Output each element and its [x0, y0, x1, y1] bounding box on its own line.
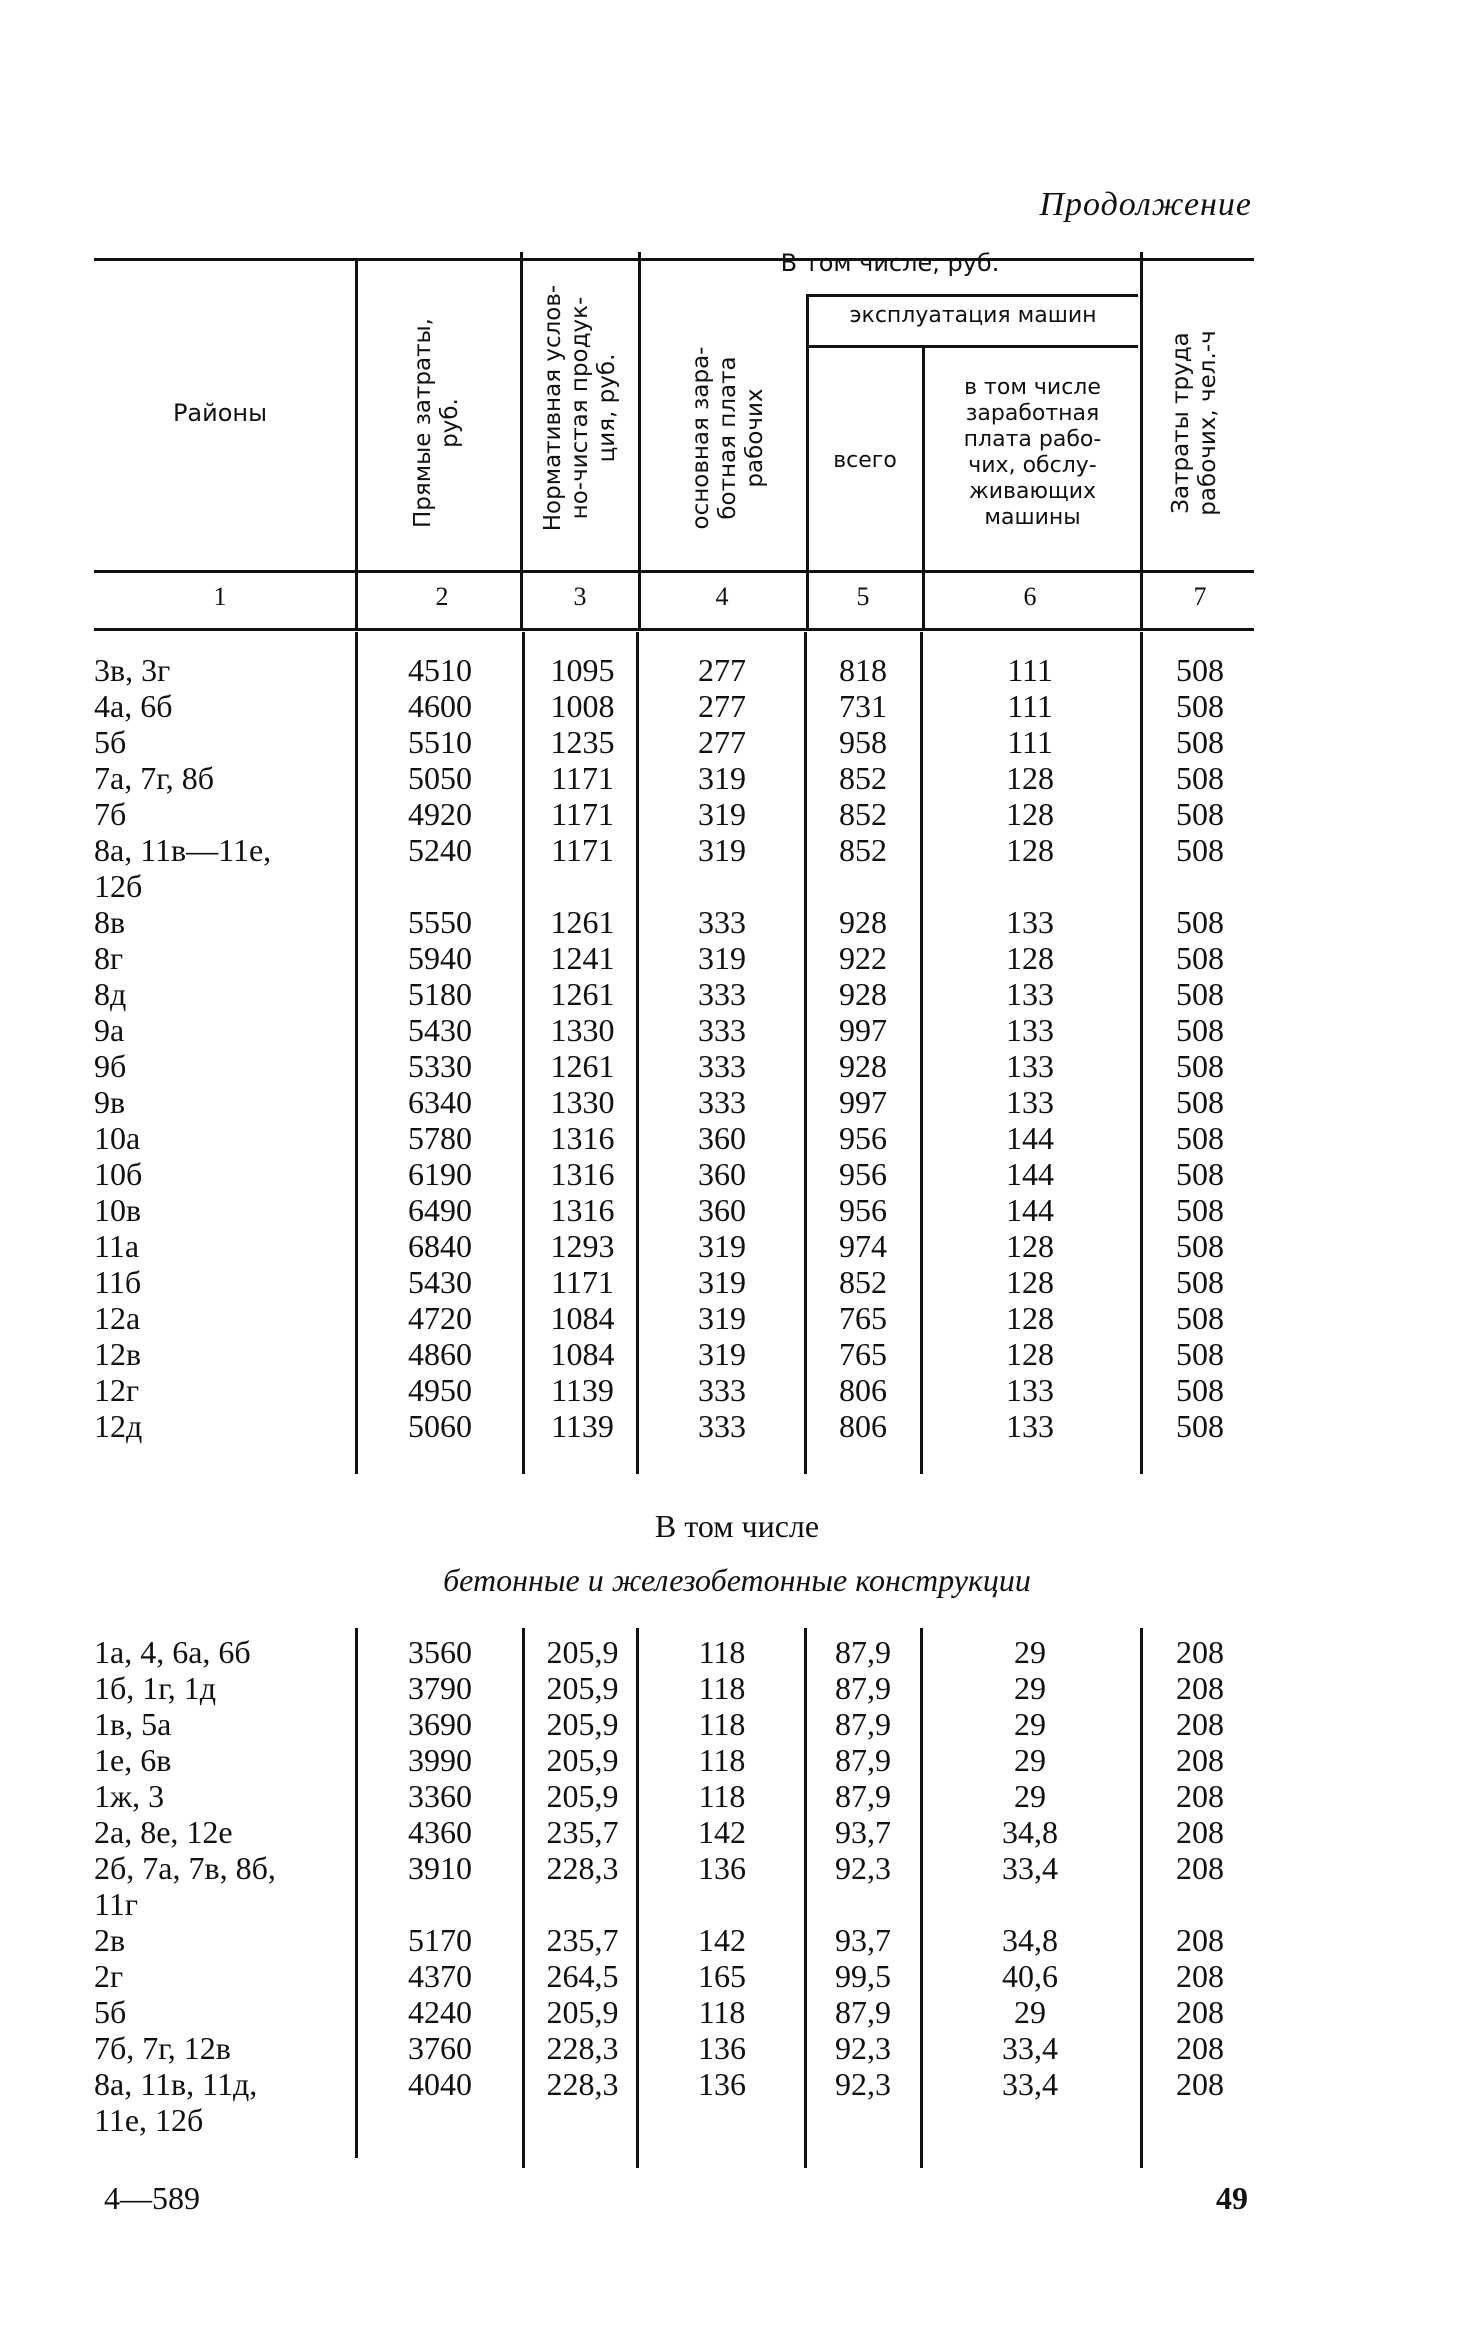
normative-output-cell: 1171 — [551, 760, 614, 796]
normative-output-cell: 205,9 — [546, 1706, 619, 1742]
region-cell: 5б — [94, 1994, 127, 2030]
region-cell: 8д — [94, 976, 127, 1012]
direct-costs-cell: 5050 — [408, 760, 472, 796]
table-row — [0, 940, 1474, 976]
machine-total-cell: 87,9 — [835, 1706, 891, 1742]
section-title: В том числе — [654, 1508, 820, 1544]
header-vline-4 — [638, 252, 641, 628]
labor-costs-cell: 508 — [1176, 688, 1224, 724]
base-wage-cell: 319 — [698, 940, 746, 976]
table-row — [0, 796, 1474, 832]
direct-costs-cell: 3990 — [408, 1742, 472, 1778]
base-wage-cell: 360 — [698, 1192, 746, 1228]
operator-wage-cell: 40,6 — [1002, 1958, 1058, 1994]
region-cell: 10в — [94, 1192, 142, 1228]
operator-wage-cell: 128 — [1006, 796, 1054, 832]
machine-total-cell: 87,9 — [835, 1742, 891, 1778]
machine-total-cell: 87,9 — [835, 1778, 891, 1814]
labor-costs-cell: 508 — [1176, 1048, 1224, 1084]
region-cell: 7б, 7г, 12в — [94, 2030, 231, 2066]
operator-wage-cell: 144 — [1006, 1192, 1054, 1228]
operator-wage-cell: 29 — [1014, 1994, 1046, 2030]
table-row — [0, 1850, 1474, 1886]
labor-costs-cell: 208 — [1176, 1670, 1224, 1706]
direct-costs-cell: 4040 — [408, 2066, 472, 2102]
normative-output-cell: 1330 — [550, 1084, 615, 1120]
base-wage-cell: 136 — [698, 2066, 746, 2102]
operator-wage-cell: 133 — [1006, 904, 1054, 940]
operator-wage-cell: 29 — [1014, 1778, 1046, 1814]
direct-costs-cell: 5240 — [408, 832, 472, 868]
operator-wage-cell: 128 — [1006, 1264, 1054, 1300]
labor-costs-cell: 208 — [1176, 1778, 1224, 1814]
operator-wage-cell: 29 — [1014, 1670, 1046, 1706]
normative-output-cell: 1171 — [551, 1264, 614, 1300]
labor-costs-cell: 508 — [1176, 940, 1224, 976]
table-row — [0, 760, 1474, 796]
operator-wage-cell: 34,8 — [1002, 1814, 1058, 1850]
table-row — [0, 904, 1474, 940]
base-wage-cell: 136 — [698, 1850, 746, 1886]
base-wage-cell: 333 — [698, 904, 746, 940]
region-cell: 2г — [94, 1958, 124, 1994]
normative-output-cell: 1139 — [551, 1408, 614, 1444]
base-wage-cell: 118 — [698, 1706, 746, 1742]
operator-wage-cell: 128 — [1006, 940, 1054, 976]
direct-costs-cell: 4240 — [408, 1994, 472, 2030]
direct-costs-cell: 4370 — [408, 1958, 472, 1994]
direct-costs-cell: 4920 — [408, 796, 472, 832]
direct-costs-cell: 3790 — [408, 1670, 472, 1706]
labor-costs-cell: 508 — [1176, 796, 1224, 832]
labor-costs-cell: 508 — [1176, 724, 1224, 760]
base-wage-cell: 319 — [698, 1300, 746, 1336]
col-number-3: 3 — [573, 582, 587, 611]
operator-wage-cell: 111 — [1007, 688, 1053, 724]
labor-costs-cell: 508 — [1176, 1300, 1224, 1336]
operator-wage-cell: 128 — [1006, 760, 1054, 796]
col-number-5: 5 — [856, 582, 870, 611]
header-operator-wage: в том числе заработная плата рабо- чих, обслу- живающих машины — [963, 375, 1102, 530]
direct-costs-cell: 5780 — [408, 1120, 472, 1156]
operator-wage-cell: 144 — [1006, 1120, 1054, 1156]
operator-wage-cell: 133 — [1006, 1408, 1054, 1444]
operator-wage-cell: 133 — [1006, 1084, 1054, 1120]
labor-costs-cell: 508 — [1176, 652, 1224, 688]
direct-costs-cell: 3760 — [408, 2030, 472, 2066]
region-cell: 11а — [94, 1228, 140, 1264]
labor-costs-cell: 208 — [1176, 1994, 1224, 2030]
operator-wage-cell: 111 — [1007, 724, 1053, 760]
base-wage-cell: 333 — [698, 1084, 746, 1120]
table-row — [0, 2066, 1474, 2102]
region-cell: 10б — [94, 1156, 143, 1192]
table-row — [0, 1706, 1474, 1742]
normative-output-cell: 1316 — [550, 1156, 615, 1192]
normative-output-cell: 205,9 — [546, 1778, 619, 1814]
labor-costs-cell: 208 — [1176, 2030, 1224, 2066]
section-subtitle: бетонные и железобетонные конструкции — [443, 1562, 1031, 1598]
direct-costs-cell: 5940 — [408, 940, 472, 976]
operator-wage-cell: 128 — [1006, 832, 1054, 868]
base-wage-cell: 333 — [698, 976, 746, 1012]
region-cell: 2б, 7а, 7в, 8б, — [94, 1850, 276, 1886]
table-row — [0, 1814, 1474, 1850]
machine-total-cell: 852 — [839, 796, 887, 832]
labor-costs-cell: 508 — [1176, 1408, 1224, 1444]
region-cell: 8в — [94, 904, 126, 940]
region-cell: 9в — [94, 1084, 126, 1120]
machine-total-cell: 93,7 — [835, 1922, 891, 1958]
operator-wage-cell: 34,8 — [1002, 1922, 1058, 1958]
direct-costs-cell: 4950 — [408, 1372, 472, 1408]
machine-total-cell: 92,3 — [835, 1850, 891, 1886]
col-number-6: 6 — [1023, 582, 1037, 611]
base-wage-cell: 319 — [698, 832, 746, 868]
operator-wage-cell: 29 — [1014, 1706, 1046, 1742]
direct-costs-cell: 6190 — [408, 1156, 472, 1192]
direct-costs-cell: 6840 — [408, 1228, 472, 1264]
col-number-1: 1 — [213, 582, 227, 611]
region-cell: 8а, 11в, 11д, — [94, 2066, 258, 2102]
base-wage-cell: 142 — [698, 1922, 746, 1958]
direct-costs-cell: 5170 — [408, 1922, 472, 1958]
table-row — [0, 652, 1474, 688]
page-number: 49 — [1216, 2180, 1248, 2216]
normative-output-cell: 1316 — [550, 1192, 615, 1228]
region-cell: 2а, 8е, 12е — [94, 1814, 233, 1850]
base-wage-cell: 319 — [698, 1264, 746, 1300]
base-wage-cell: 277 — [698, 688, 746, 724]
machine-total-cell: 956 — [839, 1156, 887, 1192]
operator-wage-cell: 128 — [1006, 1228, 1054, 1264]
region-cell: 12в — [94, 1336, 142, 1372]
base-wage-cell: 118 — [698, 1994, 746, 2030]
table-row — [0, 1742, 1474, 1778]
table-row — [0, 1336, 1474, 1372]
region-cell: 10а — [94, 1120, 141, 1156]
labor-costs-cell: 508 — [1176, 1264, 1224, 1300]
table-row — [0, 1778, 1474, 1814]
operator-wage-cell: 29 — [1014, 1742, 1046, 1778]
header-vline-7 — [1140, 252, 1143, 628]
base-wage-cell: 333 — [698, 1012, 746, 1048]
machine-total-cell: 928 — [839, 1048, 887, 1084]
table-row — [0, 1300, 1474, 1336]
labor-costs-cell: 508 — [1176, 1336, 1224, 1372]
base-wage-cell: 319 — [698, 760, 746, 796]
base-wage-cell: 118 — [698, 1742, 746, 1778]
normative-output-cell: 235,7 — [546, 1922, 619, 1958]
table-row — [0, 2102, 1474, 2138]
machine-total-cell: 87,9 — [835, 1670, 891, 1706]
table-row — [0, 1634, 1474, 1670]
machine-total-cell: 765 — [839, 1336, 887, 1372]
operator-wage-cell: 33,4 — [1002, 2066, 1058, 2102]
direct-costs-cell: 4510 — [408, 652, 472, 688]
region-cell: 11б — [94, 1264, 142, 1300]
direct-costs-cell: 5430 — [408, 1264, 472, 1300]
including-subrule — [808, 294, 1138, 297]
normative-output-cell: 228,3 — [546, 2066, 619, 2102]
machine-total-cell: 765 — [839, 1300, 887, 1336]
machine-total-cell: 852 — [839, 832, 887, 868]
region-cell: 9б — [94, 1048, 127, 1084]
table-row — [0, 1012, 1474, 1048]
machine-total-cell: 922 — [839, 940, 887, 976]
machine-total-cell: 92,3 — [835, 2030, 891, 2066]
table-row — [0, 1120, 1474, 1156]
operator-wage-cell: 133 — [1006, 1372, 1054, 1408]
table-row — [0, 2030, 1474, 2066]
operator-wage-cell: 128 — [1006, 1336, 1054, 1372]
colnum-bottom-rule — [94, 628, 1254, 631]
table-row — [0, 1372, 1474, 1408]
base-wage-cell: 118 — [698, 1634, 746, 1670]
region-cell: 8а, 11в—11е, — [94, 832, 272, 868]
machine-total-cell: 93,7 — [835, 1814, 891, 1850]
base-wage-cell: 319 — [698, 796, 746, 832]
direct-costs-cell: 5180 — [408, 976, 472, 1012]
table-row — [0, 832, 1474, 868]
machine-total-cell: 87,9 — [835, 1994, 891, 2030]
col-number-2: 2 — [435, 582, 449, 611]
base-wage-cell: 319 — [698, 1336, 746, 1372]
machine-total-cell: 956 — [839, 1120, 887, 1156]
table-row — [0, 868, 1474, 904]
direct-costs-cell: 4860 — [408, 1336, 472, 1372]
header-base-wage: основная зара- ботная плата рабочих — [688, 346, 768, 530]
region-cell: 1б, 1г, 1д — [94, 1670, 217, 1706]
direct-costs-cell: 5330 — [408, 1048, 472, 1084]
base-wage-cell: 333 — [698, 1048, 746, 1084]
continued-label: Продолжение — [1039, 186, 1252, 223]
base-wage-cell: 333 — [698, 1372, 746, 1408]
table-row — [0, 1408, 1474, 1444]
labor-costs-cell: 508 — [1176, 976, 1224, 1012]
operator-wage-cell: 111 — [1007, 652, 1053, 688]
base-wage-cell: 118 — [698, 1778, 746, 1814]
operator-wage-cell: 133 — [1006, 1048, 1054, 1084]
table-row — [0, 1156, 1474, 1192]
operator-wage-cell: 144 — [1006, 1156, 1054, 1192]
base-wage-cell: 277 — [698, 724, 746, 760]
header-regions: Районы — [172, 399, 268, 427]
footer-signature: 4—589 — [104, 2180, 200, 2216]
base-wage-cell: 136 — [698, 2030, 746, 2066]
machine-total-cell: 928 — [839, 904, 887, 940]
labor-costs-cell: 208 — [1176, 1814, 1224, 1850]
table-row — [0, 1192, 1474, 1228]
normative-output-cell: 205,9 — [546, 1634, 619, 1670]
col-number-7: 7 — [1193, 582, 1207, 611]
machine-total-cell: 87,9 — [835, 1634, 891, 1670]
normative-output-cell: 228,3 — [546, 2030, 619, 2066]
header-vline-2 — [355, 258, 358, 628]
machine-total-cell: 852 — [839, 1264, 887, 1300]
machine-total-cell: 997 — [839, 1012, 887, 1048]
labor-costs-cell: 508 — [1176, 1192, 1224, 1228]
table-row — [0, 1228, 1474, 1264]
table-row — [0, 1264, 1474, 1300]
table-row — [0, 1994, 1474, 2030]
base-wage-cell: 333 — [698, 1408, 746, 1444]
labor-costs-cell: 508 — [1176, 904, 1224, 940]
normative-output-cell: 1008 — [550, 688, 615, 724]
normative-output-cell: 1293 — [550, 1228, 615, 1264]
operator-wage-cell: 33,4 — [1002, 1850, 1058, 1886]
region-cell: 7а, 7г, 8б — [94, 760, 214, 796]
machine-total-cell: 852 — [839, 760, 887, 796]
normative-output-cell: 228,3 — [546, 1850, 619, 1886]
header-bottom-rule — [94, 570, 1254, 573]
machine-total-cell: 92,3 — [835, 2066, 891, 2102]
labor-costs-cell: 208 — [1176, 1706, 1224, 1742]
labor-costs-cell: 208 — [1176, 1850, 1224, 1886]
machine-total-cell: 806 — [839, 1408, 887, 1444]
direct-costs-cell: 6340 — [408, 1084, 472, 1120]
labor-costs-cell: 208 — [1176, 1922, 1224, 1958]
machine-total-cell: 974 — [839, 1228, 887, 1264]
normative-output-cell: 1235 — [550, 724, 615, 760]
direct-costs-cell: 3690 — [408, 1706, 472, 1742]
region-cell: 3в, 3г — [94, 652, 171, 688]
base-wage-cell: 360 — [698, 1120, 746, 1156]
labor-costs-cell: 208 — [1176, 1634, 1224, 1670]
machine-total-cell: 731 — [839, 688, 887, 724]
normative-output-cell: 1139 — [551, 1372, 614, 1408]
normative-output-cell: 205,9 — [546, 1994, 619, 2030]
direct-costs-cell: 3360 — [408, 1778, 472, 1814]
region-cell: 1ж, 3 — [94, 1778, 165, 1814]
table-row — [0, 1922, 1474, 1958]
labor-costs-cell: 508 — [1176, 1156, 1224, 1192]
col-number-4: 4 — [715, 582, 729, 611]
table-row — [0, 1958, 1474, 1994]
machine-subrule — [808, 345, 1138, 348]
normative-output-cell: 1261 — [550, 904, 615, 940]
region-cell: 9а — [94, 1012, 125, 1048]
normative-output-cell: 235,7 — [546, 1814, 619, 1850]
normative-output-cell: 1095 — [550, 652, 615, 688]
machine-total-cell: 958 — [839, 724, 887, 760]
machine-total-cell: 806 — [839, 1372, 887, 1408]
operator-wage-cell: 133 — [1006, 976, 1054, 1012]
direct-costs-cell: 5510 — [408, 724, 472, 760]
normative-output-cell: 1241 — [550, 940, 615, 976]
operator-wage-cell: 133 — [1006, 1012, 1054, 1048]
base-wage-cell: 319 — [698, 1228, 746, 1264]
header-machine-operation: эксплуатация машин — [849, 303, 1097, 328]
table-row — [0, 1886, 1474, 1922]
machine-total-cell: 99,5 — [835, 1958, 891, 1994]
normative-output-cell: 205,9 — [546, 1742, 619, 1778]
labor-costs-cell: 508 — [1176, 760, 1224, 796]
direct-costs-cell: 4600 — [408, 688, 472, 724]
direct-costs-cell: 4720 — [408, 1300, 472, 1336]
labor-costs-cell: 508 — [1176, 1120, 1224, 1156]
table-row — [0, 976, 1474, 1012]
machine-total-cell: 956 — [839, 1192, 887, 1228]
direct-costs-cell: 4360 — [408, 1814, 472, 1850]
base-wage-cell: 277 — [698, 652, 746, 688]
table-row — [0, 1048, 1474, 1084]
region-cell: 12б — [94, 868, 143, 904]
normative-output-cell: 1316 — [550, 1120, 615, 1156]
header-normative-output: Нормативная услов- но-чистая продук- ция, руб. — [540, 284, 620, 532]
normative-output-cell: 1084 — [550, 1300, 615, 1336]
labor-costs-cell: 508 — [1176, 1012, 1224, 1048]
region-cell: 1в, 5а — [94, 1706, 172, 1742]
direct-costs-cell: 3560 — [408, 1634, 472, 1670]
base-wage-cell: 118 — [698, 1670, 746, 1706]
direct-costs-cell: 3910 — [408, 1850, 472, 1886]
region-cell: 5б — [94, 724, 127, 760]
labor-costs-cell: 208 — [1176, 2066, 1224, 2102]
base-wage-cell: 142 — [698, 1814, 746, 1850]
operator-wage-cell: 128 — [1006, 1300, 1054, 1336]
table-row — [0, 1084, 1474, 1120]
header-direct-costs: Прямые затраты, руб. — [410, 318, 463, 528]
region-cell: 12д — [94, 1408, 143, 1444]
region-cell: 8г — [94, 940, 124, 976]
labor-costs-cell: 208 — [1176, 1742, 1224, 1778]
region-cell: 7б — [94, 796, 127, 832]
region-cell: 4а, 6б — [94, 688, 173, 724]
labor-costs-cell: 508 — [1176, 832, 1224, 868]
header-labor-costs: Затраты труда рабочих, чел.-ч — [1168, 330, 1221, 516]
normative-output-cell: 264,5 — [546, 1958, 619, 1994]
normative-output-cell: 1171 — [551, 832, 614, 868]
normative-output-cell: 1084 — [550, 1336, 615, 1372]
region-cell: 12г — [94, 1372, 140, 1408]
direct-costs-cell: 5550 — [408, 904, 472, 940]
table-row — [0, 688, 1474, 724]
header-vline-3 — [520, 252, 523, 628]
region-cell: 11е, 12б — [94, 2102, 204, 2138]
machine-total-cell: 928 — [839, 976, 887, 1012]
table-row — [0, 1670, 1474, 1706]
normative-output-cell: 1171 — [551, 796, 614, 832]
region-cell: 1е, 6в — [94, 1742, 172, 1778]
base-wage-cell: 360 — [698, 1156, 746, 1192]
normative-output-cell: 1261 — [550, 1048, 615, 1084]
labor-costs-cell: 508 — [1176, 1372, 1224, 1408]
operator-wage-cell: 33,4 — [1002, 2030, 1058, 2066]
labor-costs-cell: 508 — [1176, 1084, 1224, 1120]
region-cell: 1а, 4, 6а, 6б — [94, 1634, 251, 1670]
base-wage-cell: 165 — [698, 1958, 746, 1994]
normative-output-cell: 1261 — [550, 976, 615, 1012]
labor-costs-cell: 208 — [1176, 1958, 1224, 1994]
region-cell: 11г — [94, 1886, 138, 1922]
direct-costs-cell: 5060 — [408, 1408, 472, 1444]
normative-output-cell: 205,9 — [546, 1670, 619, 1706]
direct-costs-cell: 5430 — [408, 1012, 472, 1048]
machine-total-cell: 818 — [839, 652, 887, 688]
region-cell: 12а — [94, 1300, 141, 1336]
table-row — [0, 724, 1474, 760]
direct-costs-cell: 6490 — [408, 1192, 472, 1228]
region-cell: 2в — [94, 1922, 126, 1958]
machine-total-cell: 997 — [839, 1084, 887, 1120]
normative-output-cell: 1330 — [550, 1012, 615, 1048]
header-including: В том числе, руб. — [780, 249, 1000, 277]
header-total: всего — [833, 448, 897, 473]
operator-wage-cell: 29 — [1014, 1634, 1046, 1670]
labor-costs-cell: 508 — [1176, 1228, 1224, 1264]
